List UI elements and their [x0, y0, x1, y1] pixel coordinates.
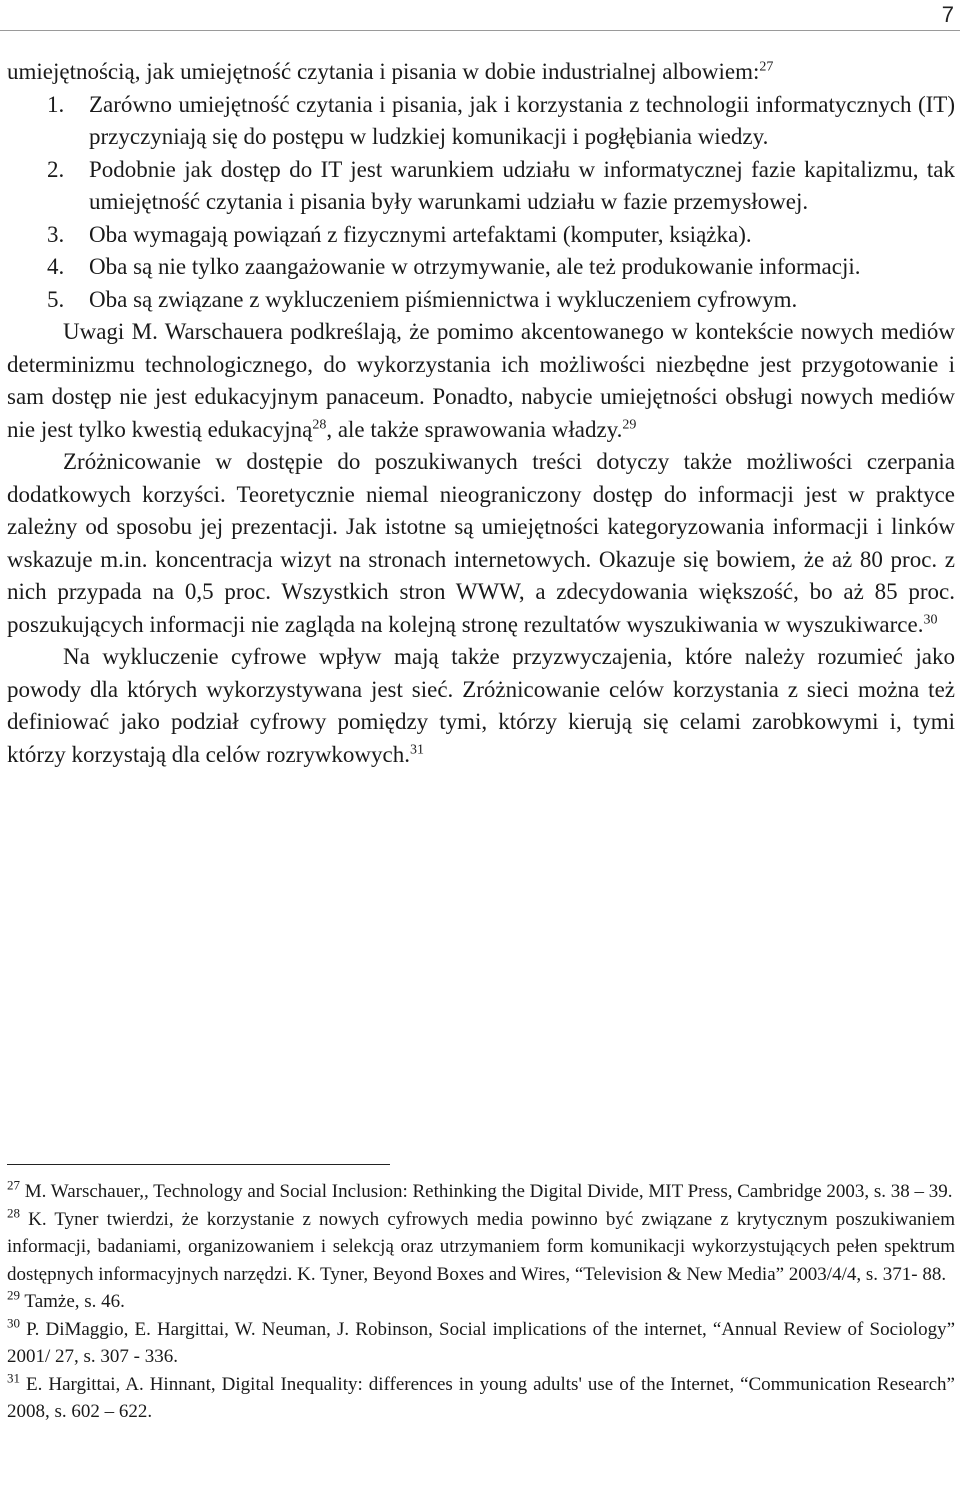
- list-item-text: Oba są nie tylko zaangażowanie w otrzymywanie, ale też produkowanie informacji.: [89, 254, 861, 279]
- footnote-text: Tamże, s. 46.: [24, 1291, 125, 1312]
- body-text: [7, 56, 955, 771]
- footnote-number: 30: [7, 1315, 20, 1331]
- list-item-number: 3.: [47, 221, 65, 247]
- list-item-number: 5.: [47, 286, 65, 312]
- paragraph-text: Uwagi M. Warschauera podkreślają, że pomimo akcentowanego w kontekście nowych mediów determinizmu technologicznego, do wykorzystania ich możliwości niezbędne jest przygotowanie i sam dostęp nie jest edukacyjnym panaceum. Ponadto, nabycie umiejętności obsługi nowych mediów nie jest tylko kwestią edukacyjną: [7, 319, 955, 442]
- footnote: [7, 1316, 955, 1371]
- footnote-ref[interactable]: 28: [312, 416, 327, 432]
- paragraph-text: , ale także sprawowania władzy.: [326, 416, 623, 442]
- footnote-number: 29: [7, 1287, 20, 1303]
- footnote-text: E. Hargittai, A. Hinnant, Digital Inequality: differences in young adults' use of the Internet, “Communication Research” 2008, s. 602 – 622.: [7, 1373, 955, 1422]
- footnote-separator: [7, 1164, 390, 1165]
- paragraph-text: umiejętnością, jak umiejętność czytania i pisania w dobie industrialnej albowiem:: [7, 59, 760, 84]
- footnote-ref[interactable]: 29: [622, 416, 637, 432]
- list-item-text: Oba są związane z wykluczeniem piśmiennictwa i wykluczeniem cyfrowym.: [89, 286, 798, 312]
- list-item: [47, 89, 955, 154]
- footnote: [7, 1206, 955, 1289]
- footnote-number: 28: [7, 1205, 20, 1221]
- footnote-ref[interactable]: 31: [410, 741, 424, 757]
- footnote-ref[interactable]: 30: [923, 611, 938, 627]
- list-item: [47, 154, 955, 219]
- list-item: [47, 219, 955, 252]
- paragraph-uwagi: [7, 316, 955, 446]
- paragraph-zroznicowanie: [7, 446, 955, 641]
- paragraph-text: Zróżnicowanie w dostępie do poszukiwanych treści dotyczy także możliwości czerpania dodatkowych korzyści. Teoretycznie niemal nieograniczony dostęp do informacji jest w praktyce zależny od sposobu jej prezentacji. Jak istotne są umiejętności kategoryzowania informacji i linków wskazuje m.in. koncentracja wizyt na stronach internetowych. Okazuje się bowiem, że aż 80 proc. z nich przypada na 0,5 proc. Wszystkich stron WWW, a zdecydowania większość, bo aż 85 proc. poszukujących informacji nie zagląda na kolejną stronę rezultatów wyszukiwania w wyszukiwarce.: [7, 449, 955, 637]
- paragraph-intro: [7, 56, 955, 89]
- footnote-text: P. DiMaggio, E. Hargittai, W. Neuman, J. Robinson, Social implications of the internet, “Annual Review of Sociology” 2001/ 27, s. 307 - 336.: [7, 1318, 956, 1367]
- footnote-ref[interactable]: 27: [759, 59, 774, 75]
- footnote-number: 27: [7, 1177, 20, 1193]
- paragraph-text: Na wykluczenie cyfrowe wpływ mają także przyzwyczajenia, które należy rozumieć jako powody dla których wykorzystywana jest sieć. Zróżnicowanie celów korzystania z sieci można też definiować jako podział cyfrowy pomiędzy tymi, którzy kierują się celami zarobkowymi i, tymi którzy korzystają dla celów rozrywkowych.: [7, 644, 955, 767]
- footnote: [7, 1288, 955, 1316]
- footnote-text: K. Tyner twierdzi, że korzystanie z nowych cyfrowych media powinno być związane z krytycznym poszukiwaniem informacji, badaniami, organizowaniem i selekcją oraz utrzymaniem form komunikacji wykorzystujących pełen spektrum dostępnych informacyjnych narzędzi. K. Tyner, Beyond Boxes and Wires, “Television & New Media” 2003/4/4, s. 371- 88.: [7, 1208, 955, 1285]
- footnotes: [7, 1178, 955, 1426]
- list-item-number: 2.: [47, 156, 65, 182]
- header-rule: [0, 30, 960, 31]
- list-item-text: Oba wymagają powiązań z fizycznymi artefaktami (komputer, książka).: [89, 221, 752, 247]
- list-item: [47, 284, 955, 317]
- list-item-number: 1.: [47, 91, 65, 117]
- list-item-text: Podobnie jak dostęp do IT jest warunkiem udziału w informatycznej fazie kapitalizmu, tak umiejętność czytania i pisania były warunkami udziału w fazie przemysłowej.: [89, 156, 955, 214]
- numbered-list: [7, 89, 955, 317]
- footnote: [7, 1371, 955, 1426]
- footnote-number: 31: [7, 1370, 20, 1386]
- footnote: [7, 1178, 955, 1206]
- footnote-text: M. Warschauer,, Technology and Social Inclusion: Rethinking the Digital Divide, MIT Press, Cambridge 2003, s. 38 – 39.: [24, 1181, 953, 1202]
- list-item-text: Zarówno umiejętność czytania i pisania, jak i korzystania z technologii informatycznych (IT) przyczyniają się do postępu w ludzkiej komunikacji i pogłębiania wiedzy.: [89, 91, 955, 149]
- list-item-number: 4.: [47, 254, 65, 279]
- paragraph-wykluczenie: [7, 641, 955, 771]
- page-number: 7: [941, 2, 954, 27]
- list-item: [47, 251, 955, 284]
